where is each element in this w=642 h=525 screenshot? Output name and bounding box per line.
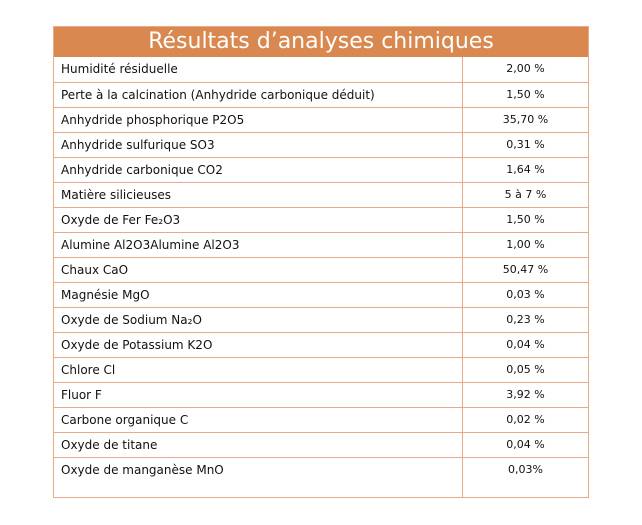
analysis-name-cell: Anhydride phosphorique P2O5 xyxy=(54,108,463,132)
table-row xyxy=(54,432,588,457)
analysis-value-cell: 0,31 % xyxy=(506,138,545,151)
analysis-name-cell: Matière silicieuses xyxy=(54,183,463,207)
table-row xyxy=(54,282,588,307)
analysis-name-cell: Perte à la calcination (Anhydride carbonique déduit) xyxy=(54,83,463,107)
chemical-analysis-table xyxy=(53,26,589,498)
analysis-name-cell: Chaux CaO xyxy=(54,258,463,282)
analysis-name-cell: Magnésie MgO xyxy=(54,283,463,307)
table-row xyxy=(54,107,588,132)
table-row xyxy=(54,257,588,282)
analysis-name-cell: Oxyde de Fer Fe₂O3 xyxy=(54,208,463,232)
table-row xyxy=(54,457,588,497)
table-row xyxy=(54,407,588,432)
analysis-value-cell: 0,03 % xyxy=(506,288,545,301)
analysis-name-cell: Carbone organique C xyxy=(54,408,463,432)
table-title: Résultats d’analyses chimiques xyxy=(54,27,588,57)
table-row xyxy=(54,232,588,257)
analysis-value-cell: 0,23 % xyxy=(506,313,545,326)
analysis-value-cell: 1,50 % xyxy=(506,88,545,101)
analysis-value-cell: 50,47 % xyxy=(502,263,549,276)
table-row xyxy=(54,382,588,407)
analysis-value-cell: 0,04 % xyxy=(506,438,545,451)
table-row xyxy=(54,332,588,357)
analysis-name-cell: Fluor F xyxy=(54,383,463,407)
table-row xyxy=(54,357,588,382)
analysis-name-cell: Oxyde de Sodium Na₂O xyxy=(54,308,463,332)
analysis-name-cell: Oxyde de manganèse MnO xyxy=(54,458,463,497)
table-body xyxy=(54,57,588,497)
table-row xyxy=(54,182,588,207)
analysis-value-cell: 5 à 7 % xyxy=(504,188,547,201)
analysis-name-cell: Oxyde de Potassium K2O xyxy=(54,333,463,357)
table-row xyxy=(54,207,588,232)
analysis-value-cell: 0,03% xyxy=(508,463,543,476)
analysis-value-cell: 0,04 % xyxy=(506,338,545,351)
table-row xyxy=(54,82,588,107)
analysis-name-cell: Anhydride sulfurique SO3 xyxy=(54,133,463,157)
analysis-value-cell: 0,02 % xyxy=(506,413,545,426)
analysis-value-cell: 35,70 % xyxy=(502,113,549,126)
table-row xyxy=(54,157,588,182)
analysis-name-cell: Oxyde de titane xyxy=(54,433,463,457)
table-row xyxy=(54,307,588,332)
analysis-value-cell: 0,05 % xyxy=(506,363,545,376)
table-row xyxy=(54,57,588,82)
analysis-name-cell: Humidité résiduelle xyxy=(54,57,463,82)
analysis-value-cell: 1,00 % xyxy=(506,238,545,251)
analysis-value-cell: 3,92 % xyxy=(506,388,545,401)
analysis-value-cell: 1,64 % xyxy=(506,163,545,176)
analysis-name-cell: Anhydride carbonique CO2 xyxy=(54,158,463,182)
analysis-value-cell: 2,00 % xyxy=(506,62,545,75)
analysis-value-cell: 1,50 % xyxy=(506,213,545,226)
table-row xyxy=(54,132,588,157)
analysis-name-cell: Chlore Cl xyxy=(54,358,463,382)
analysis-name-cell: Alumine Al2O3Alumine Al2O3 xyxy=(54,233,463,257)
